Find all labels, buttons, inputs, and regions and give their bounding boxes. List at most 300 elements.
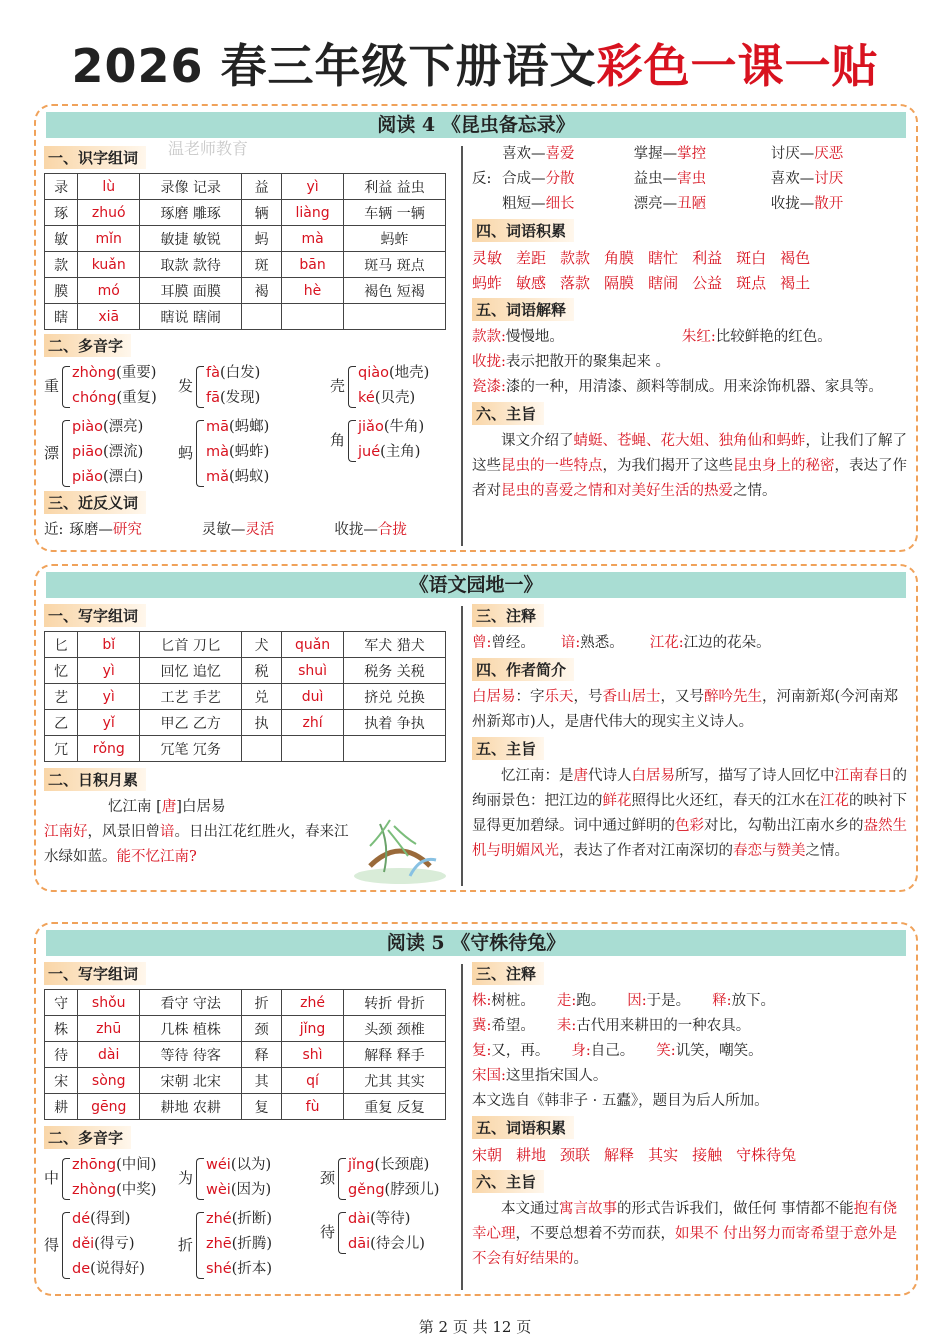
antonym-answer: 丑陋 — [677, 196, 707, 212]
char-table — [44, 631, 446, 762]
char-table — [44, 989, 446, 1120]
polyphonic-reading — [358, 386, 415, 411]
vocab-word: 宋朝 — [472, 1146, 503, 1164]
table-cell: 其 — [242, 1068, 282, 1094]
char-table — [44, 173, 446, 330]
antonym-label — [472, 142, 502, 167]
card-lesson-5 — [34, 922, 918, 1296]
brace-icon — [62, 1158, 70, 1200]
highlight-text: 醉吟先生 — [704, 689, 762, 705]
table-cell: 冗笔 冗务 — [140, 736, 242, 762]
antonym-pair — [634, 192, 771, 217]
table-cell: 敏 — [45, 226, 78, 252]
body-text: 的绚丽景色：把江边的 — [472, 768, 907, 809]
highlight-text: 白居易 — [472, 689, 516, 705]
table-cell: 重复 反复 — [344, 1094, 446, 1120]
pinyin: ké — [358, 390, 375, 406]
term: 款款: — [472, 329, 506, 345]
example-word: (因为) — [230, 1182, 272, 1198]
table-cell: 辆 — [242, 200, 282, 226]
table-cell — [344, 736, 446, 762]
notes — [472, 631, 908, 656]
brace-icon — [62, 1212, 70, 1279]
brace-icon — [196, 1212, 204, 1279]
antonym-word: 讨厌— — [770, 146, 815, 162]
table-cell: 琢磨 雕琢 — [140, 200, 242, 226]
pinyin: wéi — [206, 1157, 231, 1173]
note-def: 古代用来耕田的一种农具。 — [576, 1018, 751, 1034]
antonym-pair — [502, 142, 634, 167]
table-cell: 琢 — [45, 200, 78, 226]
polyphonic-reading — [206, 386, 260, 411]
table-cell: zhé — [282, 990, 344, 1016]
vocab-word: 蚂蚱 — [472, 274, 503, 292]
polyphonic-reading — [206, 1207, 272, 1232]
pinyin: jǐng — [348, 1157, 375, 1173]
pinyin: wèi — [206, 1182, 231, 1198]
body-text: ，表达了作者对 — [472, 458, 907, 499]
table-row — [45, 990, 446, 1016]
card-header: 《语文园地一》 — [46, 572, 906, 598]
section-heading: 一、写字组词 — [44, 962, 146, 985]
vocab-row — [472, 246, 908, 271]
table-cell: bǐ — [78, 632, 140, 658]
poem-title: 忆江南 [唐]白居易 — [108, 799, 226, 815]
table-row — [45, 1094, 446, 1120]
vocab-list — [472, 246, 908, 296]
highlight-text: 鲜花 — [602, 793, 632, 809]
table-cell: 复 — [242, 1094, 282, 1120]
vocab-row — [472, 271, 908, 296]
note-def: 讥笑，嘲笑。 — [675, 1043, 763, 1059]
antonym-pair — [634, 167, 771, 192]
vocab-word: 落款 — [560, 274, 591, 292]
table-cell: 等待 待客 — [140, 1042, 242, 1068]
vocab-word: 差距 — [516, 249, 547, 267]
polyphonic-reading — [206, 1232, 272, 1257]
table-cell: 宋朝 北宋 — [140, 1068, 242, 1094]
antonym-answer: 害虫 — [677, 171, 707, 187]
brace-icon — [338, 1158, 346, 1200]
table-cell: 看守 守法 — [140, 990, 242, 1016]
section-heading: 一、识字组词 — [44, 146, 146, 169]
table-cell: 颈 — [242, 1016, 282, 1042]
brace-icon — [338, 1212, 346, 1254]
pinyin: dāi — [348, 1236, 371, 1252]
note-term: 身: — [571, 1043, 591, 1059]
example-word: (重要) — [116, 365, 157, 381]
polyphonic-reading — [348, 1178, 439, 1203]
polyphonic-reading — [206, 415, 269, 440]
brace-icon — [348, 420, 356, 462]
synonym-answer: 灵活 — [245, 522, 275, 538]
section-heading: 五、主旨 — [472, 737, 544, 760]
pinyin: piào — [72, 419, 103, 435]
section-heading: 三、近反义词 — [44, 491, 146, 514]
brace-icon — [62, 366, 70, 408]
table-row — [45, 1042, 446, 1068]
antonym-answer: 掌控 — [677, 146, 707, 162]
landscape-illustration-icon — [350, 816, 450, 886]
table-row — [45, 736, 446, 762]
example-word: (折断) — [231, 1211, 273, 1227]
table-cell: 膜 — [45, 278, 78, 304]
example-word: (主角) — [380, 444, 421, 460]
polyphonic-reading — [72, 361, 156, 386]
polyphonic-block — [44, 361, 456, 489]
body-text: 忆江南：是 — [501, 768, 574, 784]
highlight-text: 江花 — [820, 793, 849, 809]
vocab-word: 瞎忙 — [648, 249, 679, 267]
theme-text — [472, 764, 908, 864]
note-def: 跑。 — [576, 993, 606, 1009]
pinyin: piǎo — [72, 469, 103, 485]
polyphonic-reading — [348, 1153, 429, 1178]
column-divider — [461, 146, 463, 546]
polyphonic-char: 角 — [330, 431, 346, 449]
polyphonic-reading — [72, 1232, 134, 1257]
vocab-word: 褐色 — [780, 249, 811, 267]
table-cell: 取款 款待 — [140, 252, 242, 278]
table-row — [45, 252, 446, 278]
table-cell: lù — [78, 174, 140, 200]
note-item — [627, 993, 690, 1009]
table-row — [45, 658, 446, 684]
card-lesson-4 — [34, 104, 918, 552]
author-bio — [472, 685, 908, 735]
highlight-text: 能不忆江南? — [116, 849, 197, 865]
highlight-text: 蜻蜓、苍蝇、花大姐、独角仙和蚂蚱 — [573, 433, 806, 449]
note-item — [712, 993, 775, 1009]
table-cell: 解释 释手 — [344, 1042, 446, 1068]
vocab-word: 斑点 — [736, 274, 767, 292]
body-text: 的映衬下显得更加碧绿。词中通过鲜明的 — [472, 793, 907, 834]
highlight-text: 江南好 — [44, 824, 88, 840]
pinyin: zhòng — [72, 1182, 117, 1198]
polyphonic-reading — [72, 415, 143, 440]
section-heading: 六、主旨 — [472, 1170, 544, 1193]
table-cell: 耕 — [45, 1094, 78, 1120]
table-cell: 工艺 手艺 — [140, 684, 242, 710]
polyphonic-block — [44, 1153, 456, 1283]
table-cell: shì — [282, 1042, 344, 1068]
polyphonic-reading — [72, 440, 143, 465]
brace-icon — [348, 366, 356, 408]
antonym-word: 收拢— — [770, 196, 815, 212]
note-def: 放下。 — [731, 993, 776, 1009]
antonym-row — [472, 192, 908, 217]
table-cell: 斑 — [242, 252, 282, 278]
section-heading: 一、写字组词 — [44, 604, 146, 627]
pinyin: dài — [348, 1211, 371, 1227]
section-heading: 五、词语积累 — [472, 1116, 574, 1139]
definition: 比较鲜艳的红色。 — [715, 329, 832, 345]
vocab-word: 接触 — [692, 1146, 723, 1164]
highlight-text: 乐天 — [544, 689, 574, 705]
body-text: ，号 — [573, 689, 603, 705]
polyphonic-char: 壳 — [330, 377, 346, 395]
antonym-word: 漂亮— — [633, 196, 678, 212]
pinyin: piāo — [72, 444, 103, 460]
body-text: ，风景旧曾 — [87, 824, 160, 840]
table-row — [45, 710, 446, 736]
table-cell: jǐng — [282, 1016, 344, 1042]
antonym-answer: 分散 — [545, 171, 575, 187]
example-word: (中间) — [116, 1157, 157, 1173]
example-word: (得到) — [90, 1211, 131, 1227]
table-row — [45, 1068, 446, 1094]
pinyin: shé — [206, 1261, 232, 1277]
antonym-answer: 散开 — [814, 196, 844, 212]
polyphonic-reading — [72, 1153, 156, 1178]
table-cell: 耳膜 面膜 — [140, 278, 242, 304]
note-item — [571, 1043, 634, 1059]
example-word: (脖颈儿) — [384, 1182, 440, 1198]
highlight-text: 春恋与赞美 — [733, 843, 806, 859]
table-cell: hè — [282, 278, 344, 304]
table-cell — [282, 304, 344, 330]
polyphonic-char: 蚂 — [178, 443, 194, 462]
body-text: 之情。 — [733, 483, 777, 499]
note-def: 自己。 — [590, 1043, 635, 1059]
vocab-word: 其实 — [648, 1146, 679, 1164]
card-header: 阅读 4 《昆虫备忘录》 — [46, 112, 906, 138]
table-cell: 冗 — [45, 736, 78, 762]
section-heading: 三、注释 — [472, 604, 544, 627]
note-term: 宋国: — [472, 1068, 506, 1084]
note-term: 释: — [712, 993, 732, 1009]
table-cell: dài — [78, 1042, 140, 1068]
left-column — [44, 960, 456, 1283]
vocab-word: 守株待兔 — [736, 1146, 797, 1164]
table-cell: 株 — [45, 1016, 78, 1042]
example-word: (白发) — [220, 365, 261, 381]
body-text: 课文介绍了 — [501, 433, 574, 449]
table-row — [45, 632, 446, 658]
table-cell: 蚂蚱 — [344, 226, 446, 252]
table-cell: qí — [282, 1068, 344, 1094]
table-cell: quǎn — [282, 632, 344, 658]
note-def: 这里指宋国人。 — [505, 1068, 608, 1084]
antonym-pair — [502, 192, 634, 217]
antonym-answer: 厌恶 — [814, 146, 844, 162]
polyphonic-char: 待 — [320, 1223, 336, 1241]
section-heading: 二、多音字 — [44, 1126, 131, 1149]
note-term: 因: — [627, 993, 647, 1009]
table-cell: shǒu — [78, 990, 140, 1016]
polyphonic-reading — [206, 1178, 271, 1203]
example-word: (漂亮) — [103, 419, 144, 435]
highlight-text: 白居易 — [631, 768, 675, 784]
highlight-text: 谙 — [160, 824, 175, 840]
explanation-row — [472, 375, 908, 400]
antonym-pair — [502, 167, 634, 192]
table-cell: yì — [78, 684, 140, 710]
note-item — [472, 1043, 549, 1059]
synonym-answer: 合拢 — [377, 522, 407, 538]
table-cell: 乙 — [45, 710, 78, 736]
note-term: 走: — [556, 993, 577, 1009]
table-row — [45, 304, 446, 330]
body-text: ：字 — [515, 689, 545, 705]
table-cell: gēng — [78, 1094, 140, 1120]
table-cell: 忆 — [45, 658, 78, 684]
table-cell — [282, 736, 344, 762]
pinyin: chóng — [72, 390, 117, 406]
note-term: 冀: — [472, 1018, 492, 1034]
table-cell: 录像 记录 — [140, 174, 242, 200]
table-cell: 挤兑 兑换 — [344, 684, 446, 710]
example-word: (以为) — [230, 1157, 272, 1173]
note-term: 曾: — [472, 635, 492, 651]
example-word: (说得好) — [90, 1261, 145, 1277]
example-word: (蚂蚁) — [229, 469, 270, 485]
notes-row — [472, 1064, 908, 1089]
polyphonic-reading — [72, 465, 143, 490]
table-cell: sòng — [78, 1068, 140, 1094]
table-cell: zhí — [282, 710, 344, 736]
highlight-text: 色彩 — [675, 818, 704, 834]
vocab-word: 隔膜 — [604, 274, 635, 292]
table-cell: yì — [78, 658, 140, 684]
antonym-word: 喜欢— — [770, 171, 815, 187]
note-item — [472, 635, 535, 651]
table-cell: fù — [282, 1094, 344, 1120]
example-word: (贝壳) — [374, 390, 416, 406]
example-word: (长颈鹿) — [374, 1157, 430, 1173]
right-column — [472, 602, 908, 864]
polyphonic-reading — [348, 1232, 425, 1257]
pinyin: mā — [206, 419, 230, 435]
polyphonic-char: 为 — [178, 1169, 194, 1187]
body-text: 对比，勾勒出江南水乡的 — [704, 818, 864, 834]
antonym-answer: 喜爱 — [545, 146, 575, 162]
pinyin: qiào — [358, 365, 389, 381]
body-text: ，又号 — [660, 689, 704, 705]
example-word: (待会儿) — [370, 1236, 425, 1252]
example-word: (蚂蚱) — [229, 444, 270, 460]
table-cell: 犬 — [242, 632, 282, 658]
example-word: (漂白) — [103, 469, 144, 485]
table-cell: 军犬 猎犬 — [344, 632, 446, 658]
card-garden-1 — [34, 564, 918, 892]
poem-text — [44, 820, 354, 870]
highlight-text: 昆虫身上的秘密 — [733, 458, 835, 474]
antonym-word: 喜欢— — [502, 146, 546, 162]
section-heading: 二、日积月累 — [44, 768, 146, 791]
table-cell — [344, 304, 446, 330]
right-column — [472, 142, 908, 504]
highlight-text: 香山居士 — [602, 689, 661, 705]
table-cell — [242, 736, 282, 762]
page-title-black: 2026 春三年级下册语文 — [71, 39, 597, 93]
polyphonic-reading — [72, 386, 157, 411]
vocab-word: 利益 — [692, 249, 723, 267]
note-term: 耒: — [556, 1018, 577, 1034]
example-word: (漂流) — [103, 444, 144, 460]
table-cell: zhuó — [78, 200, 140, 226]
definition: 表示把散开的聚集起来 。 — [505, 354, 670, 370]
polyphonic-reading — [358, 361, 429, 386]
section-heading: 三、注释 — [472, 962, 544, 985]
notes-row — [472, 1014, 908, 1039]
theme-text — [472, 429, 908, 504]
note-item — [472, 993, 535, 1009]
vocab-word: 瞎闹 — [648, 274, 679, 292]
pinyin: fà — [206, 365, 220, 381]
explanation-row — [472, 325, 908, 350]
brace-icon — [62, 420, 70, 487]
polyphonic-reading — [72, 1257, 145, 1282]
table-cell: shuì — [282, 658, 344, 684]
vocab-word: 颈联 — [560, 1146, 591, 1164]
table-cell: 尤其 其实 — [344, 1068, 446, 1094]
note-term: 谙: — [560, 635, 581, 651]
polyphonic-char: 中 — [44, 1169, 60, 1187]
explanation-row — [472, 350, 908, 375]
note-def: 江边的花朵。 — [683, 635, 771, 651]
pinyin: zhōng — [72, 1157, 117, 1173]
synonym-word: 收拢— — [334, 522, 378, 538]
body-text: 的形式告诉我们，做任何 事情都不能 — [617, 1201, 854, 1217]
example-word: (蚂螂) — [229, 419, 270, 435]
vocab-list — [472, 1143, 908, 1168]
pinyin: fā — [206, 390, 220, 406]
pinyin: zhē — [206, 1236, 232, 1252]
polyphonic-reading — [206, 1257, 272, 1282]
antonym-pair — [771, 142, 908, 167]
note-def: 于是。 — [646, 993, 691, 1009]
synonym-answer: 研究 — [112, 522, 142, 538]
table-cell: mó — [78, 278, 140, 304]
column-divider — [461, 606, 463, 886]
table-cell: 匕首 刀匕 — [140, 632, 242, 658]
antonym-pair — [634, 142, 771, 167]
highlight-text: 昆虫的喜爱之情和对美好生活的热爱 — [501, 483, 733, 499]
body-text: 照得比火还红，春天的江水在 — [631, 793, 820, 809]
example-word: (折本) — [231, 1261, 272, 1277]
note-def: 熟悉。 — [580, 635, 624, 651]
pinyin: zhòng — [72, 365, 117, 381]
table-cell: 几株 植株 — [140, 1016, 242, 1042]
table-cell: 瞎 — [45, 304, 78, 330]
antonym-label: 反: — [472, 171, 492, 187]
highlight-text: 江南春日 — [834, 768, 893, 784]
body-text: 之情。 — [805, 843, 849, 859]
polyphonic-reading — [72, 1178, 156, 1203]
table-cell: 宋 — [45, 1068, 78, 1094]
pinyin: děi — [72, 1236, 95, 1252]
pinyin: zhé — [206, 1211, 232, 1227]
table-row — [45, 1016, 446, 1042]
table-cell: mà — [282, 226, 344, 252]
example-word: (发现) — [220, 390, 261, 406]
note-item — [561, 635, 624, 651]
antonym-word: 合成— — [502, 171, 546, 187]
polyphonic-char: 发 — [178, 377, 194, 395]
table-cell: 待 — [45, 1042, 78, 1068]
antonym-label — [472, 192, 502, 217]
table-cell: 褐 — [242, 278, 282, 304]
table-cell — [242, 304, 282, 330]
table-cell: 款 — [45, 252, 78, 278]
left-column — [44, 602, 456, 870]
polyphonic-reading — [206, 465, 269, 490]
pinyin: gěng — [348, 1182, 385, 1198]
synonym-row — [44, 518, 456, 543]
table-cell: 守 — [45, 990, 78, 1016]
note-term: 株: — [472, 993, 492, 1009]
